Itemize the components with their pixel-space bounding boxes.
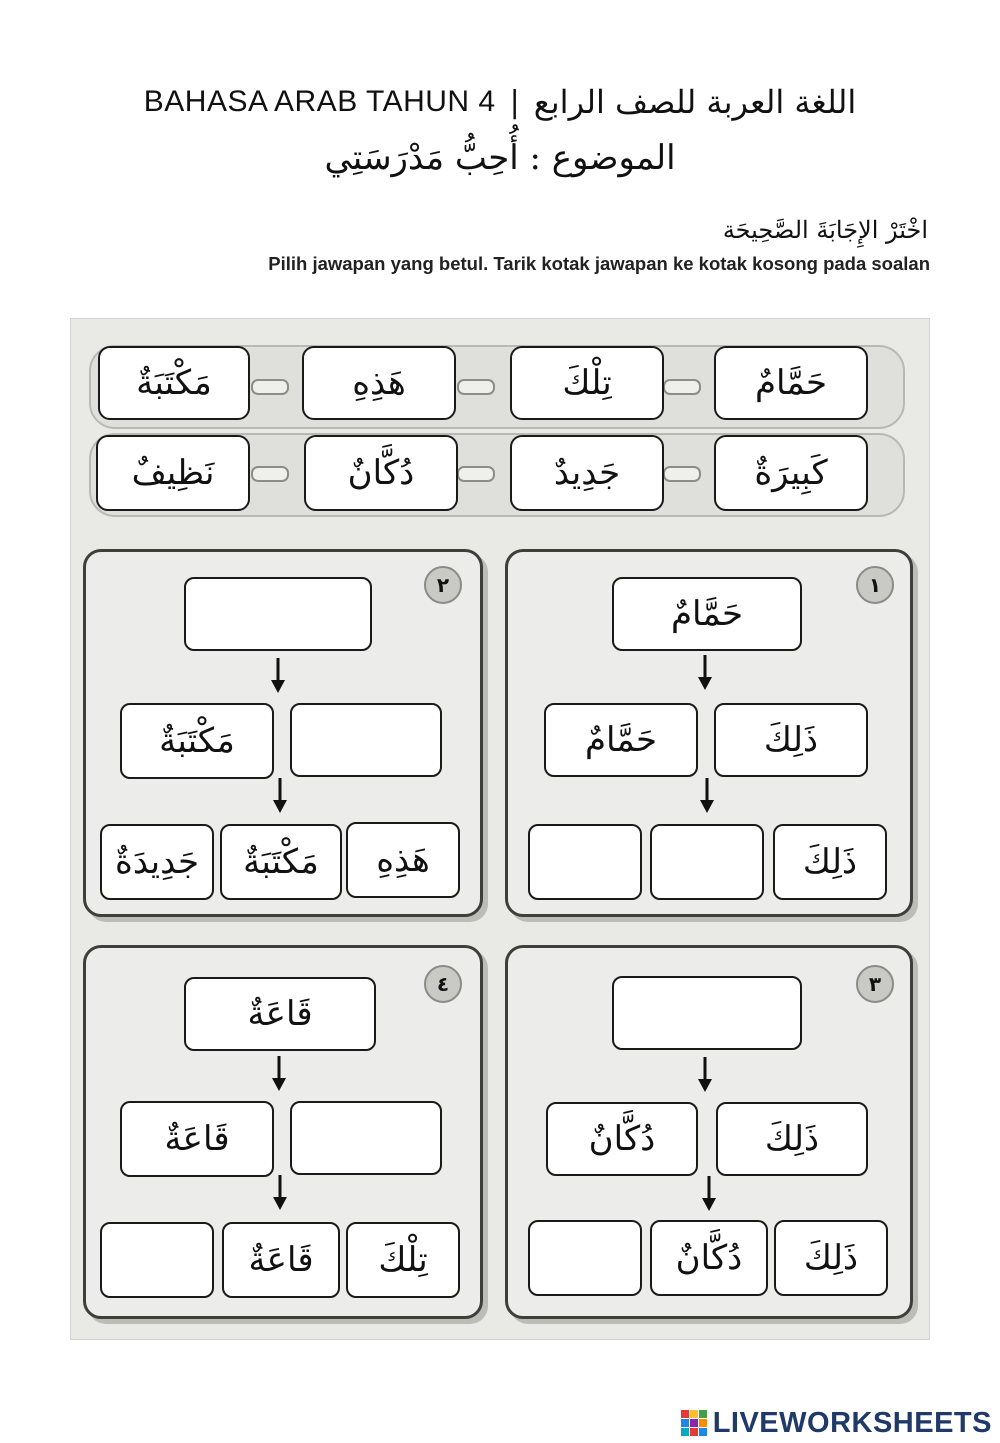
page-header — [0, 78, 1000, 126]
rail-knob — [663, 379, 701, 395]
instruction-malay: Pilih jawapan yang betul. Tarik kotak jawapan ke kotak kosong pada soalan — [268, 253, 930, 274]
bottom-box[interactable]: مَكْتَبَةٌ — [220, 824, 342, 900]
bottom-box[interactable]: تِلْكَ — [346, 1222, 460, 1298]
word-card[interactable]: مَكْتَبَةٌ — [98, 346, 250, 420]
question-panel-4 — [83, 945, 483, 1319]
arrow-down-icon — [701, 1176, 717, 1212]
top-box[interactable]: حَمَّامٌ — [612, 577, 802, 651]
header-title-en: BAHASA ARAB TAHUN 4 — [143, 85, 496, 118]
footer-brand — [681, 1406, 992, 1440]
bottom-box[interactable]: جَدِيدَةٌ — [100, 824, 214, 900]
question-panel-1 — [505, 549, 913, 917]
brand-name: LIVEWORKSHEETS — [712, 1406, 992, 1439]
word-card[interactable]: نَظِيفٌ — [96, 435, 250, 511]
question-number: ٣ — [856, 965, 894, 1003]
word-card[interactable]: تِلْكَ — [510, 346, 664, 420]
word-card[interactable]: جَدِيدٌ — [510, 435, 664, 511]
middle-box[interactable]: مَكْتَبَةٌ — [120, 703, 274, 779]
word-card[interactable]: دُكَّانٌ — [304, 435, 458, 511]
question-number: ١ — [856, 566, 894, 604]
rail-knob — [251, 466, 289, 482]
answer-drop-box[interactable] — [100, 1222, 214, 1298]
answer-drop-box[interactable] — [612, 976, 802, 1050]
middle-box[interactable]: ذَلِكَ — [714, 703, 868, 777]
question-number: ٢ — [424, 566, 462, 604]
arrow-down-icon — [270, 658, 286, 694]
arrow-down-icon — [697, 1057, 713, 1093]
rail-knob — [457, 466, 495, 482]
word-card[interactable]: كَبِيرَةٌ — [714, 435, 868, 511]
top-box[interactable]: قَاعَةٌ — [184, 977, 376, 1051]
arrow-down-icon — [272, 778, 288, 814]
header-separator: | — [509, 84, 520, 120]
answer-drop-box[interactable] — [290, 703, 442, 777]
middle-box[interactable]: قَاعَةٌ — [120, 1101, 274, 1177]
word-card[interactable]: هَذِهِ — [302, 346, 456, 420]
bottom-box[interactable]: هَذِهِ — [346, 822, 460, 898]
liveworksheets-logo-icon — [681, 1410, 707, 1436]
bottom-box[interactable]: قَاعَةٌ — [222, 1222, 340, 1298]
rail-knob — [663, 466, 701, 482]
answer-drop-box[interactable] — [184, 577, 372, 651]
bottom-box[interactable]: دُكَّانٌ — [650, 1220, 768, 1296]
middle-box[interactable]: دُكَّانٌ — [546, 1102, 698, 1176]
rail-knob — [457, 379, 495, 395]
middle-box[interactable]: ذَلِكَ — [716, 1102, 868, 1176]
middle-box[interactable]: حَمَّامٌ — [544, 703, 698, 777]
worksheet-area — [70, 318, 930, 1340]
rail-knob — [251, 379, 289, 395]
arrow-down-icon — [699, 778, 715, 814]
header-title-ar: اللغة العربة للصف الرابع — [533, 83, 857, 121]
bottom-box[interactable]: ذَلِكَ — [774, 1220, 888, 1296]
instruction-arabic: اخْتَرْ الإِجَابَةَ الصَّحِيحَة — [722, 216, 928, 244]
question-number: ٤ — [424, 965, 462, 1003]
question-panel-3 — [505, 945, 913, 1319]
question-panel-2 — [83, 549, 483, 917]
bottom-box[interactable]: ذَلِكَ — [773, 824, 887, 900]
topic-title: الموضوع : أُحِبُّ مَدْرَسَتِي — [324, 138, 676, 178]
answer-drop-box[interactable] — [528, 1220, 642, 1296]
arrow-down-icon — [271, 1056, 287, 1092]
arrow-down-icon — [697, 655, 713, 691]
word-card[interactable]: حَمَّامٌ — [714, 346, 868, 420]
answer-drop-box[interactable] — [290, 1101, 442, 1175]
answer-drop-box[interactable] — [528, 824, 642, 900]
answer-drop-box[interactable] — [650, 824, 764, 900]
arrow-down-icon — [272, 1175, 288, 1211]
